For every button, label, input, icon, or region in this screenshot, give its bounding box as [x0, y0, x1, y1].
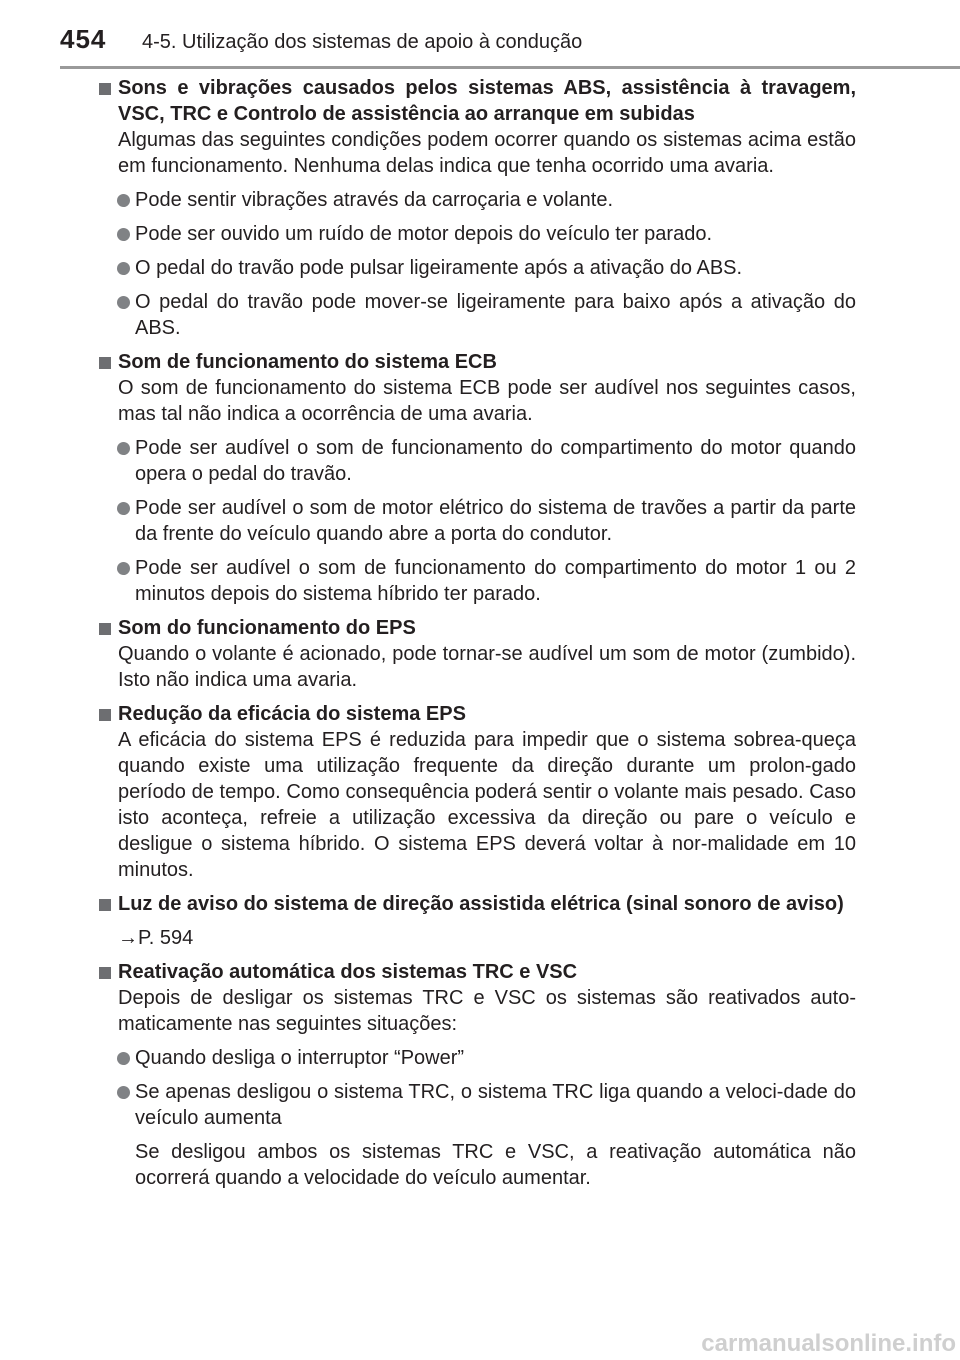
page-content [99, 75, 856, 1199]
heading-text: Sons e vibrações causados pelos sistemas ABS, assistência à travagem, VSC, TRC e Controlo de assistência ao arranque em subidas [118, 77, 856, 125]
sub-paragraph: Se desligou ambos os sistemas TRC e VSC, a reativação automática não ocorrerá quando a velocidade do veículo aumentar. [135, 1141, 856, 1189]
circle-bullet-icon [117, 228, 130, 241]
section-paragraph: Quando o volante é acionado, pode tornar-se audível um som de motor (zumbido). Isto não indica uma avaria. [118, 643, 856, 691]
section-eps-warning-light [99, 891, 856, 951]
list-item [99, 187, 856, 213]
page-number: 454 [60, 24, 107, 54]
list-item [99, 255, 856, 281]
section-heading [99, 349, 856, 375]
section-heading [99, 959, 856, 985]
chapter-title: 4-5. Utilização dos sistemas de apoio à condução [142, 31, 583, 53]
page-reference-link[interactable]: →P. 594 [118, 927, 194, 949]
section-paragraph: A eficácia do sistema EPS é reduzida para impedir que o sistema sobrea-queça quando existe uma utilização frequente da direção durante um prolon-gado período de tempo. Como consequência poderá sentir o volante mais pesado. Caso isto aconteça, refreie a utilização excessiva da direção ou pare o veículo e desligue o sistema híbrido. O sistema EPS deverá voltar à nor-malidade em 10 minutos. [118, 729, 856, 881]
section-trc-vsc-reactivation [99, 959, 856, 1191]
square-bullet-icon [99, 709, 111, 721]
list-item [99, 1079, 856, 1131]
circle-bullet-icon [117, 1086, 130, 1099]
square-bullet-icon [99, 967, 111, 979]
section-eps-sound [99, 615, 856, 693]
circle-bullet-icon [117, 194, 130, 207]
list-item [99, 221, 856, 247]
circle-bullet-icon [117, 1052, 130, 1065]
heading-text: Redução da eficácia do sistema EPS [118, 703, 466, 725]
header-rule [60, 66, 960, 69]
section-heading [99, 891, 856, 917]
section-heading [99, 701, 856, 727]
list-item-text: Pode ser ouvido um ruído de motor depois do veículo ter parado. [135, 223, 713, 245]
list-item-text: O pedal do travão pode pulsar ligeiramente após a ativação do ABS. [135, 257, 743, 279]
circle-bullet-icon [117, 562, 130, 575]
watermark: carmanualsonline.info [701, 1330, 956, 1357]
square-bullet-icon [99, 899, 111, 911]
list-item-text: Quando desliga o interruptor “Power” [135, 1047, 465, 1069]
list-item [99, 1045, 856, 1071]
list-item-text: Pode ser audível o som de funcionamento do compartimento do motor 1 ou 2 minutos depois do sistema híbrido ter parado. [135, 557, 856, 605]
section-paragraph: Depois de desligar os sistemas TRC e VSC os sistemas são reativados auto-maticamente nas seguintes situações: [118, 987, 856, 1035]
list-item [99, 555, 856, 607]
list-item [99, 435, 856, 487]
square-bullet-icon [99, 623, 111, 635]
section-heading [99, 615, 856, 641]
section-eps-reduction [99, 701, 856, 883]
section-paragraph: O som de funcionamento do sistema ECB pode ser audível nos seguintes casos, mas tal não indica a ocorrência de uma avaria. [118, 377, 856, 425]
section-paragraph: Algumas das seguintes condições podem ocorrer quando os sistemas acima estão em funcionamento. Nenhuma delas indica que tenha ocorrido uma avaria. [118, 129, 856, 177]
circle-bullet-icon [117, 502, 130, 515]
heading-text: Som do funcionamento do EPS [118, 617, 416, 639]
square-bullet-icon [99, 357, 111, 369]
heading-text: Reativação automática dos sistemas TRC e VSC [118, 961, 578, 983]
list-item-text: Pode sentir vibrações através da carroçaria e volante. [135, 189, 614, 211]
section-heading [99, 75, 856, 127]
circle-bullet-icon [117, 442, 130, 455]
list-item-text: O pedal do travão pode mover-se ligeiramente para baixo após a ativação do ABS. [135, 291, 856, 339]
section-abs-sounds [99, 75, 856, 341]
list-item [99, 289, 856, 341]
list-item-text: Se apenas desligou o sistema TRC, o sistema TRC liga quando a veloci-dade do veículo aumenta [135, 1081, 856, 1129]
circle-bullet-icon [117, 262, 130, 275]
heading-text: Luz de aviso do sistema de direção assistida elétrica (sinal sonoro de aviso) [118, 893, 844, 915]
heading-text: Som de funcionamento do sistema ECB [118, 351, 497, 373]
section-ecb-sound [99, 349, 856, 607]
square-bullet-icon [99, 83, 111, 95]
list-item-text: Pode ser audível o som de funcionamento do compartimento do motor quando opera o pedal do travão. [135, 437, 856, 485]
list-item [99, 495, 856, 547]
circle-bullet-icon [117, 296, 130, 309]
list-item-text: Pode ser audível o som de motor elétrico do sistema de travões a partir da parte da frente do veículo quando abre a porta do condutor. [135, 497, 856, 545]
